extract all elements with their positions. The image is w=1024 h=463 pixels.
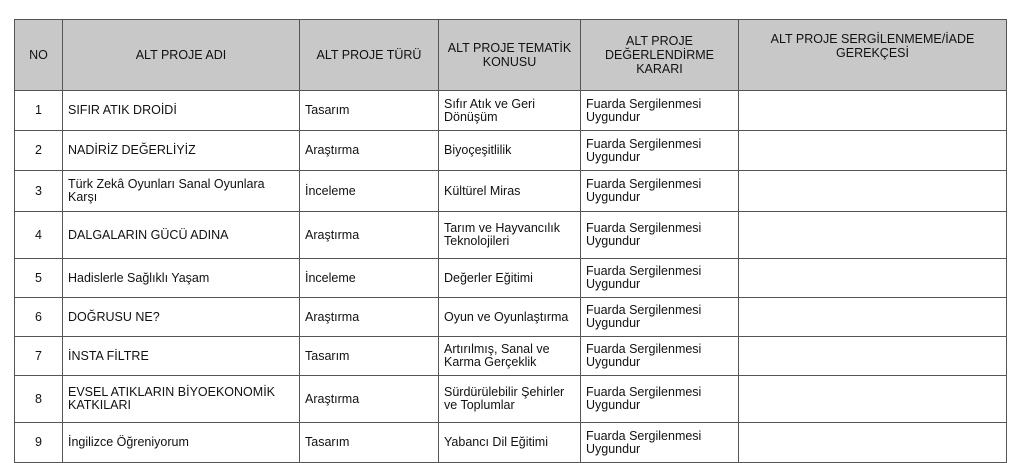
header-project-theme: ALT PROJE TEMATİK KONUSU bbox=[439, 20, 581, 91]
cell-no: 9 bbox=[15, 423, 63, 463]
table-row bbox=[15, 337, 1007, 376]
cell-evaluation-decision: Fuarda Sergilenmesi Uygundur bbox=[581, 337, 739, 376]
cell-project-type: Araştırma bbox=[300, 131, 439, 171]
project-evaluation-table bbox=[14, 19, 1007, 463]
cell-rejection-reason bbox=[739, 171, 1007, 212]
cell-project-name: DALGALARIN GÜCÜ ADINA bbox=[63, 212, 300, 259]
header-no: NO bbox=[15, 20, 63, 91]
table-row bbox=[15, 259, 1007, 298]
cell-project-name: İngilizce Öğreniyorum bbox=[63, 423, 300, 463]
cell-evaluation-decision: Fuarda Sergilenmesi Uygundur bbox=[581, 298, 739, 337]
table-row bbox=[15, 298, 1007, 337]
cell-project-theme: Sürdürülebilir Şehirler ve Toplumlar bbox=[439, 376, 581, 423]
table-row bbox=[15, 131, 1007, 171]
cell-rejection-reason bbox=[739, 337, 1007, 376]
cell-project-theme: Oyun ve Oyunlaştırma bbox=[439, 298, 581, 337]
table-row bbox=[15, 91, 1007, 131]
cell-no: 8 bbox=[15, 376, 63, 423]
cell-project-name: DOĞRUSU NE? bbox=[63, 298, 300, 337]
header-evaluation-decision: ALT PROJE DEĞERLENDİRME KARARI bbox=[581, 20, 739, 91]
cell-project-name: İNSTA FİLTRE bbox=[63, 337, 300, 376]
cell-no: 5 bbox=[15, 259, 63, 298]
cell-project-type: Tasarım bbox=[300, 423, 439, 463]
cell-evaluation-decision: Fuarda Sergilenmesi Uygundur bbox=[581, 423, 739, 463]
cell-rejection-reason bbox=[739, 131, 1007, 171]
cell-rejection-reason bbox=[739, 91, 1007, 131]
cell-no: 6 bbox=[15, 298, 63, 337]
cell-project-theme: Tarım ve Hayvancılık Teknolojileri bbox=[439, 212, 581, 259]
cell-project-theme: Artırılmış, Sanal ve Karma Gerçeklik bbox=[439, 337, 581, 376]
cell-project-theme: Kültürel Miras bbox=[439, 171, 581, 212]
cell-project-theme: Değerler Eğitimi bbox=[439, 259, 581, 298]
cell-no: 2 bbox=[15, 131, 63, 171]
table-header-row bbox=[15, 20, 1007, 91]
table-row bbox=[15, 423, 1007, 463]
cell-project-name: Türk Zekâ Oyunları Sanal Oyunlara Karşı bbox=[63, 171, 300, 212]
cell-project-type: Araştırma bbox=[300, 298, 439, 337]
cell-no: 4 bbox=[15, 212, 63, 259]
cell-project-name: SIFIR ATIK DROİDİ bbox=[63, 91, 300, 131]
cell-rejection-reason bbox=[739, 298, 1007, 337]
cell-project-theme: Biyoçeşitlilik bbox=[439, 131, 581, 171]
header-project-name: ALT PROJE ADI bbox=[63, 20, 300, 91]
cell-project-name: NADİRİZ DEĞERLİYİZ bbox=[63, 131, 300, 171]
table-row bbox=[15, 212, 1007, 259]
header-project-type: ALT PROJE TÜRÜ bbox=[300, 20, 439, 91]
cell-project-type: İnceleme bbox=[300, 259, 439, 298]
cell-evaluation-decision: Fuarda Sergilenmesi Uygundur bbox=[581, 171, 739, 212]
cell-evaluation-decision: Fuarda Sergilenmesi Uygundur bbox=[581, 376, 739, 423]
table-row bbox=[15, 376, 1007, 423]
cell-project-type: İnceleme bbox=[300, 171, 439, 212]
cell-no: 1 bbox=[15, 91, 63, 131]
cell-project-type: Tasarım bbox=[300, 91, 439, 131]
cell-project-type: Araştırma bbox=[300, 376, 439, 423]
cell-rejection-reason bbox=[739, 212, 1007, 259]
cell-rejection-reason bbox=[739, 423, 1007, 463]
table-row bbox=[15, 171, 1007, 212]
cell-evaluation-decision: Fuarda Sergilenmesi Uygundur bbox=[581, 259, 739, 298]
cell-no: 3 bbox=[15, 171, 63, 212]
cell-project-name: EVSEL ATIKLARIN BİYOEKONOMİK KATKILARI bbox=[63, 376, 300, 423]
cell-no: 7 bbox=[15, 337, 63, 376]
cell-project-theme: Sıfır Atık ve Geri Dönüşüm bbox=[439, 91, 581, 131]
cell-evaluation-decision: Fuarda Sergilenmesi Uygundur bbox=[581, 131, 739, 171]
cell-evaluation-decision: Fuarda Sergilenmesi Uygundur bbox=[581, 91, 739, 131]
cell-rejection-reason bbox=[739, 376, 1007, 423]
header-rejection-reason: ALT PROJE SERGİLENMEME/İADE GEREKÇESİ bbox=[739, 20, 1007, 91]
cell-project-theme: Yabancı Dil Eğitimi bbox=[439, 423, 581, 463]
cell-project-type: Araştırma bbox=[300, 212, 439, 259]
cell-rejection-reason bbox=[739, 259, 1007, 298]
cell-project-name: Hadislerle Sağlıklı Yaşam bbox=[63, 259, 300, 298]
cell-evaluation-decision: Fuarda Sergilenmesi Uygundur bbox=[581, 212, 739, 259]
cell-project-type: Tasarım bbox=[300, 337, 439, 376]
